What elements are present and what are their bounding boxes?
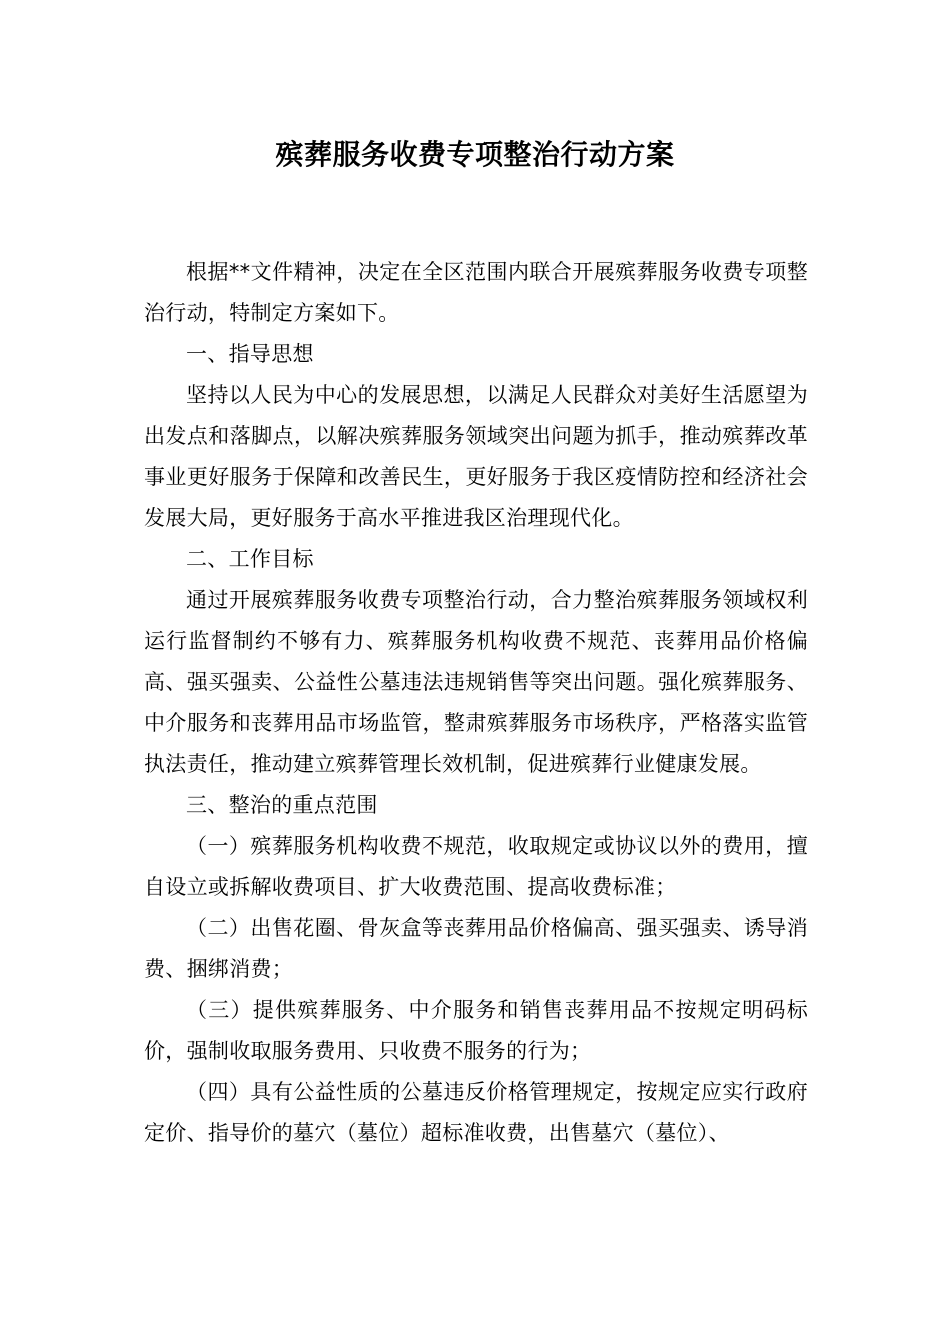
paragraph-intro: 根据**文件精神，决定在全区范围内联合开展殡葬服务收费专项整治行动，特制定方案如下。 (144, 260, 808, 325)
heading-guiding-ideology: 一、指导思想 (186, 342, 314, 366)
document-title: 殡葬服务收费专项整治行动方案 (275, 138, 675, 171)
list-item-scope-3: （三）提供殡葬服务、中介服务和销售丧葬用品不按规定明码标价，强制收取服务费用、只收费不服务的行为； (144, 998, 808, 1063)
paragraph-guiding-ideology: 坚持以人民为中心的发展思想，以满足人民群众对美好生活愿望为出发点和落脚点，以解决殡葬服务领域突出问题为抓手，推动殡葬改革事业更好服务于保障和改善民生，更好服务于我区疫情防控和经济社会发展大局，更好服务于高水平推进我区治理现代化。 (144, 383, 808, 530)
list-item-scope-4: （四）具有公益性质的公墓违反价格管理规定，按规定应实行政府定价、指导价的墓穴（墓位）超标准收费，出售墓穴（墓位）、 (144, 1080, 808, 1145)
list-item-scope-2: （二）出售花圈、骨灰盒等丧葬用品价格偏高、强买强卖、诱导消费、捆绑消费； (144, 916, 808, 981)
paragraph-work-goals: 通过开展殡葬服务收费专项整治行动，合力整治殡葬服务领域权利运行监督制约不够有力、殡葬服务机构收费不规范、丧葬用品价格偏高、强买强卖、公益性公墓违法违规销售等突出问题。强化殡葬服务、中介服务和丧葬用品市场监管，整肃殡葬服务市场秩序，严格落实监管执法责任，推动建立殡葬管理长效机制，促进殡葬行业健康发展。 (144, 588, 808, 776)
heading-work-goals: 二、工作目标 (186, 547, 314, 571)
document-body (144, 252, 808, 1154)
list-item-scope-1: （一）殡葬服务机构收费不规范，收取规定或协议以外的费用，擅自设立或拆解收费项目、扩大收费范围、提高收费标准； (144, 834, 808, 899)
heading-key-scope: 三、整治的重点范围 (186, 793, 378, 817)
